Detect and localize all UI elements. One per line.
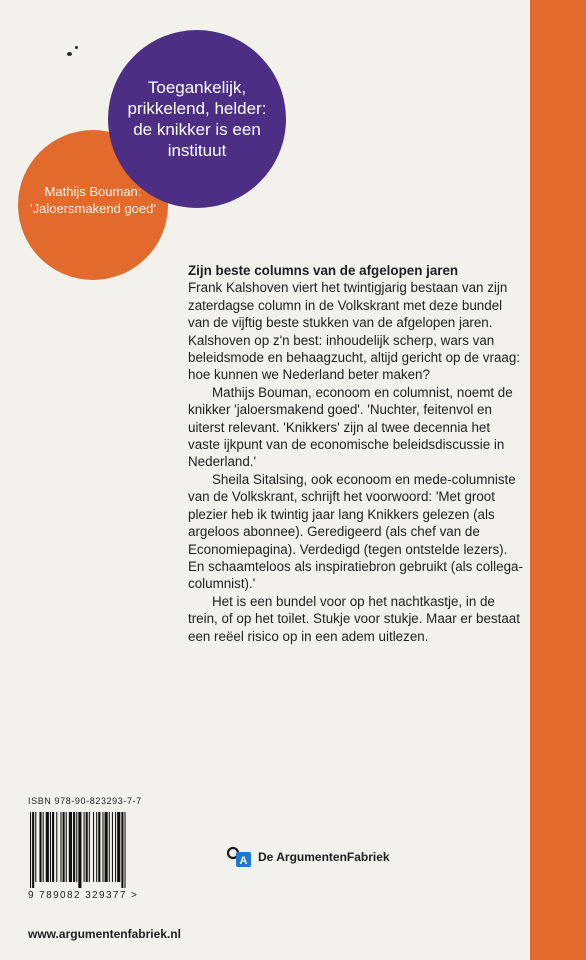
barcode-bar [60,812,61,882]
barcode-bar [89,812,90,882]
barcode-bar [96,812,97,882]
barcode-bar [52,812,54,882]
barcode-bar [98,812,100,882]
publisher-name: De ArgumentenFabriek [258,850,390,864]
quote-badge-orange-text: Mathijs Bouman: 'Jaloersmakend goed' [30,184,156,216]
blurb-paragraph: Frank Kalshoven viert het twintigjarig bestaan van zijn zaterdagse column in de Volkskrant met deze bundel van de vijftig beste stukken van de afgelopen jaren. Kalshoven op z'n best: inhoudelijk scherp, wars van beleidsmode en behaagzucht, altijd gericht op de vraag: hoe kunnen we Nederland beter maken? [188,280,521,383]
barcode-bar [84,812,85,882]
barcode-bar [39,812,41,882]
barcode-bar [69,812,72,882]
quote-badge-purple-text: Toegankelijk, prikkelend, helder: de knikker is een instituut [127,78,267,160]
isbn-barcode-block [28,796,166,901]
blurb-paragraph: Sheila Sitalsing, ook econoom en mede-columniste van de Volkskrant, schrijft het voorwoord: 'Met groot plezier heb ik twintig jaar lang Knikkers gelezen (als argeloos abonnee). Geredigeerd (als chef van de Economiepagina). Verdedigd (tegen ontstelde lezers). En schaamteloos als inspiratiebron gebruikt (als collega-columnist).' [188,471,523,592]
book-spine [530,0,586,960]
blurb-paragraph: Het is een bundel voor op het nachtkastje, in de trein, of op het toilet. Stukje voor stukje. Maar er bestaat een reëel risico op in een adem uitlezen. [188,593,520,644]
blurb-paragraph: Mathijs Bouman, econoom en columnist, noemt de knikker 'jaloersmakend goed'. 'Nuchter, feitenvol en uiterst relevant. 'Knikkers' zijn al twee decennia het vaste ijkpunt van de economische beleidsdiscussie in Nederland.' [188,384,513,470]
barcode-bar [50,812,51,882]
publisher-logo [226,846,390,868]
barcode-bar [43,812,44,882]
publisher-website[interactable]: www.argumentenfabriek.nl [28,927,181,941]
barcode-bar [117,812,120,882]
barcode-icon [28,812,162,888]
quote-badge-purple [108,30,286,208]
barcode-bar [109,812,110,882]
barcode-bar [78,812,81,888]
barcode-bar [66,812,67,882]
print-speck [67,52,72,56]
barcode-bar [32,812,34,888]
blurb-headline: Zijn beste columns van de afgelopen jaren [188,263,459,278]
barcode-bar [63,812,65,882]
barcode-bar [121,812,123,888]
barcode-bar [86,812,88,882]
back-cover-blurb [188,262,523,645]
barcode-bar [73,812,75,882]
barcode-bar [76,812,77,882]
barcode-bar [102,812,103,882]
barcode-bar [30,812,31,888]
barcode-bar [56,812,57,882]
barcode-bar [105,812,108,882]
barcode-bar [115,812,116,882]
print-speck [75,46,78,49]
isbn-label: ISBN 978-90-823293-7-7 [28,796,142,806]
barcode-bar [125,812,126,888]
barcode-number: 9 789082 329377 > [28,890,139,901]
barcode-bar [46,812,49,882]
logo-letter: A [239,855,248,867]
argumentenfabriek-logo-icon [226,846,252,868]
barcode-bar [112,812,113,882]
barcode-bar [93,812,94,882]
barcode-bar [35,812,36,882]
